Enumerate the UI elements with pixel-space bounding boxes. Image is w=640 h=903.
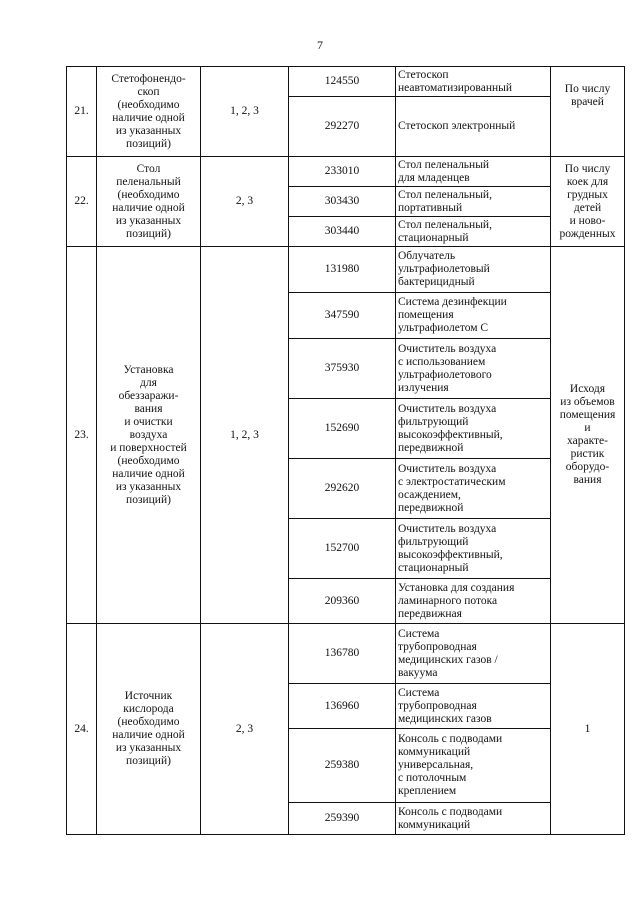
- item-code: 131980: [289, 247, 396, 293]
- item-description: Консоль с подводами коммуникаций универсальная, с потолочным креплением: [396, 729, 551, 803]
- care-levels: 2, 3: [201, 157, 289, 247]
- item-description: Система трубопроводная медицинских газов: [396, 684, 551, 729]
- item-code: 303430: [289, 187, 396, 217]
- item-description: Стетоскоп электронный: [396, 97, 551, 157]
- care-levels: 1, 2, 3: [201, 247, 289, 624]
- item-description: Очиститель воздуха с электростатическим осаждением, передвижной: [396, 459, 551, 519]
- table-row: [67, 157, 625, 187]
- item-code: 136960: [289, 684, 396, 729]
- page-number: 7: [317, 38, 323, 52]
- row-number: 21.: [67, 67, 97, 157]
- care-levels: 1, 2, 3: [201, 67, 289, 157]
- item-description: Консоль с подводами коммуникаций: [396, 803, 551, 835]
- item-description: Облучатель ультрафиолетовый бактерицидный: [396, 247, 551, 293]
- item-code: 303440: [289, 217, 396, 247]
- item-code: 292270: [289, 97, 396, 157]
- item-description: Очиститель воздуха фильтрующий высокоэффективный, передвижной: [396, 399, 551, 459]
- quantity: По числу врачей: [551, 67, 625, 157]
- item-code: 209360: [289, 579, 396, 624]
- item-description: Очиститель воздуха с использованием ультрафиолетового излучения: [396, 339, 551, 399]
- item-code: 152690: [289, 399, 396, 459]
- quantity: 1: [551, 624, 625, 835]
- item-code: 259390: [289, 803, 396, 835]
- item-code: 292620: [289, 459, 396, 519]
- table-row: [67, 67, 625, 97]
- equipment-name: Источник кислорода (необходимо наличие одной из указанных позиций): [97, 624, 201, 835]
- equipment-table: [66, 66, 625, 835]
- equipment-name: Стол пеленальный (необходимо наличие одной из указанных позиций): [97, 157, 201, 247]
- equipment-name: Стетофонендо- скоп (необходимо наличие одной из указанных позиций): [97, 67, 201, 157]
- item-description: Установка для создания ламинарного потока передвижная: [396, 579, 551, 624]
- item-code: 259380: [289, 729, 396, 803]
- item-description: Стол пеленальный для младенцев: [396, 157, 551, 187]
- care-levels: 2, 3: [201, 624, 289, 835]
- item-code: 124550: [289, 67, 396, 97]
- quantity: Исходя из объемов помещения и характе- ристик оборудо- вания: [551, 247, 625, 624]
- item-description: Система дезинфекции помещения ультрафиолетом С: [396, 293, 551, 339]
- item-description: Очиститель воздуха фильтрующий высокоэффективный, стационарный: [396, 519, 551, 579]
- row-number: 23.: [67, 247, 97, 624]
- item-code: 233010: [289, 157, 396, 187]
- row-number: 24.: [67, 624, 97, 835]
- equipment-name: Установка для обеззаражи- вания и очистки воздуха и поверхностей (необходимо наличие одной из указанных позиций): [97, 247, 201, 624]
- row-number: 22.: [67, 157, 97, 247]
- item-code: 152700: [289, 519, 396, 579]
- item-code: 136780: [289, 624, 396, 684]
- item-code: 375930: [289, 339, 396, 399]
- item-code: 347590: [289, 293, 396, 339]
- item-description: Система трубопроводная медицинских газов / вакуума: [396, 624, 551, 684]
- table-row: [67, 247, 625, 293]
- table-row: [67, 624, 625, 684]
- item-description: Стетоскоп неавтоматизированный: [396, 67, 551, 97]
- quantity: По числу коек для грудных детей и ново- рожденных: [551, 157, 625, 247]
- item-description: Стол пеленальный, портативный: [396, 187, 551, 217]
- item-description: Стол пеленальный, стационарный: [396, 217, 551, 247]
